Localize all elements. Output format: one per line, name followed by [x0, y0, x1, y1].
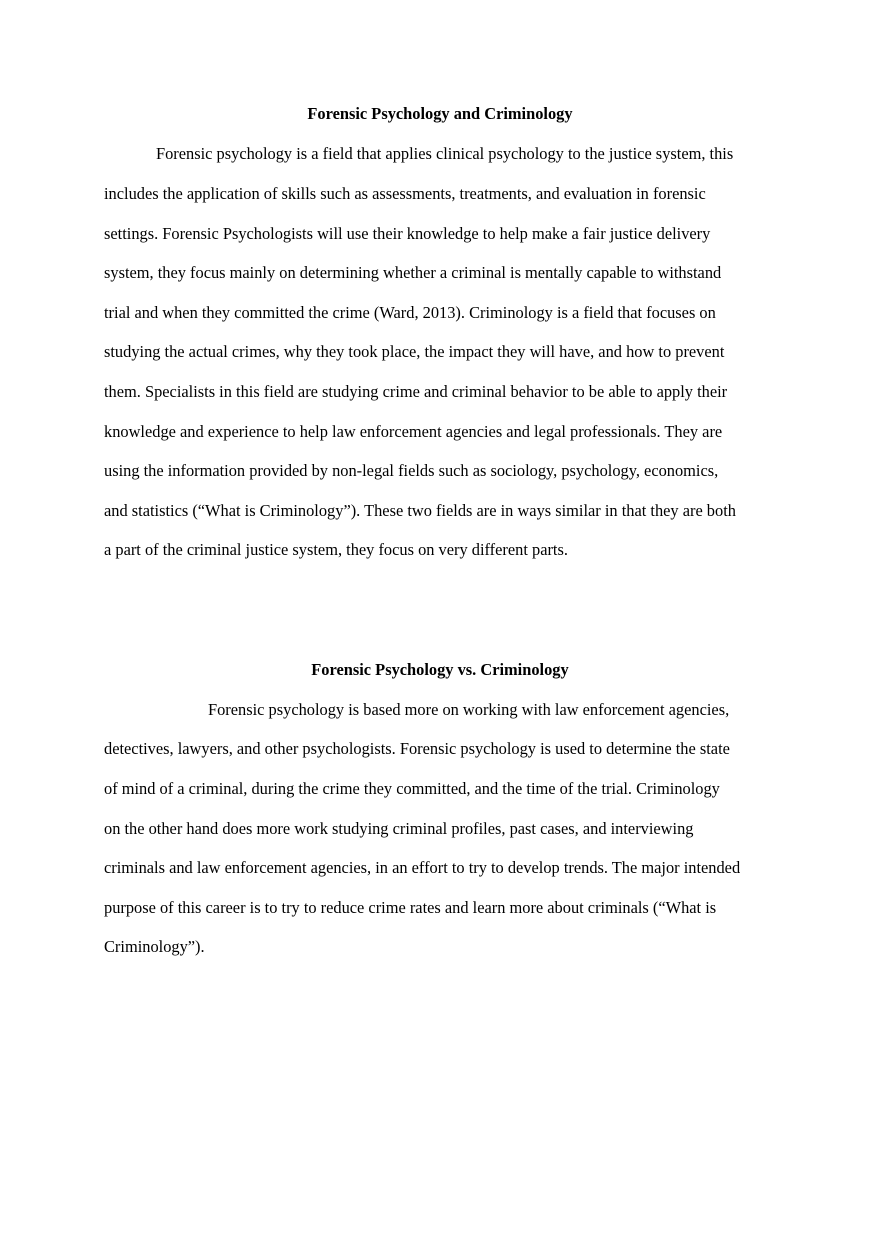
section-1-line: knowledge and experience to help law enforcement agencies and legal professionals. They are — [104, 422, 723, 441]
section-2-line: Criminology”). — [104, 937, 205, 956]
section-2-line: detectives, lawyers, and other psychologists. Forensic psychology is used to determine the state — [104, 739, 730, 758]
section-1-line: using the information provided by non-legal fields such as sociology, psychology, economics, — [104, 461, 719, 480]
section-1-line: settings. Forensic Psychologists will use their knowledge to help make a fair justice delivery — [104, 224, 711, 243]
section-1-line: Forensic psychology is a field that applies clinical psychology to the justice system, this — [156, 144, 734, 163]
section-2-line: criminals and law enforcement agencies, in an effort to try to develop trends. The major intended — [104, 858, 741, 877]
section-2-heading: Forensic Psychology vs. Criminology — [311, 660, 569, 679]
section-1-line: system, they focus mainly on determining whether a criminal is mentally capable to withstand — [104, 263, 722, 282]
section-2-line: Forensic psychology is based more on working with law enforcement agencies, — [208, 700, 730, 719]
section-1-line: trial and when they committed the crime (Ward, 2013). Criminology is a field that focuses on — [104, 303, 716, 322]
section-2-line: purpose of this career is to try to reduce crime rates and learn more about criminals (“What is — [104, 898, 717, 917]
section-1-line: studying the actual crimes, why they took place, the impact they will have, and how to prevent — [104, 342, 725, 361]
section-2-line: of mind of a criminal, during the crime they committed, and the time of the trial. Criminology — [104, 779, 720, 798]
section-1-heading: Forensic Psychology and Criminology — [307, 104, 573, 123]
section-1-line: them. Specialists in this field are studying crime and criminal behavior to be able to apply their — [104, 382, 728, 401]
section-1-line: includes the application of skills such as assessments, treatments, and evaluation in forensic — [104, 184, 706, 203]
section-2-line: on the other hand does more work studying criminal profiles, past cases, and interviewing — [104, 819, 694, 838]
section-1-line: a part of the criminal justice system, they focus on very different parts. — [104, 540, 568, 559]
section-1-line: and statistics (“What is Criminology”). These two fields are in ways similar in that they are both — [104, 501, 736, 520]
